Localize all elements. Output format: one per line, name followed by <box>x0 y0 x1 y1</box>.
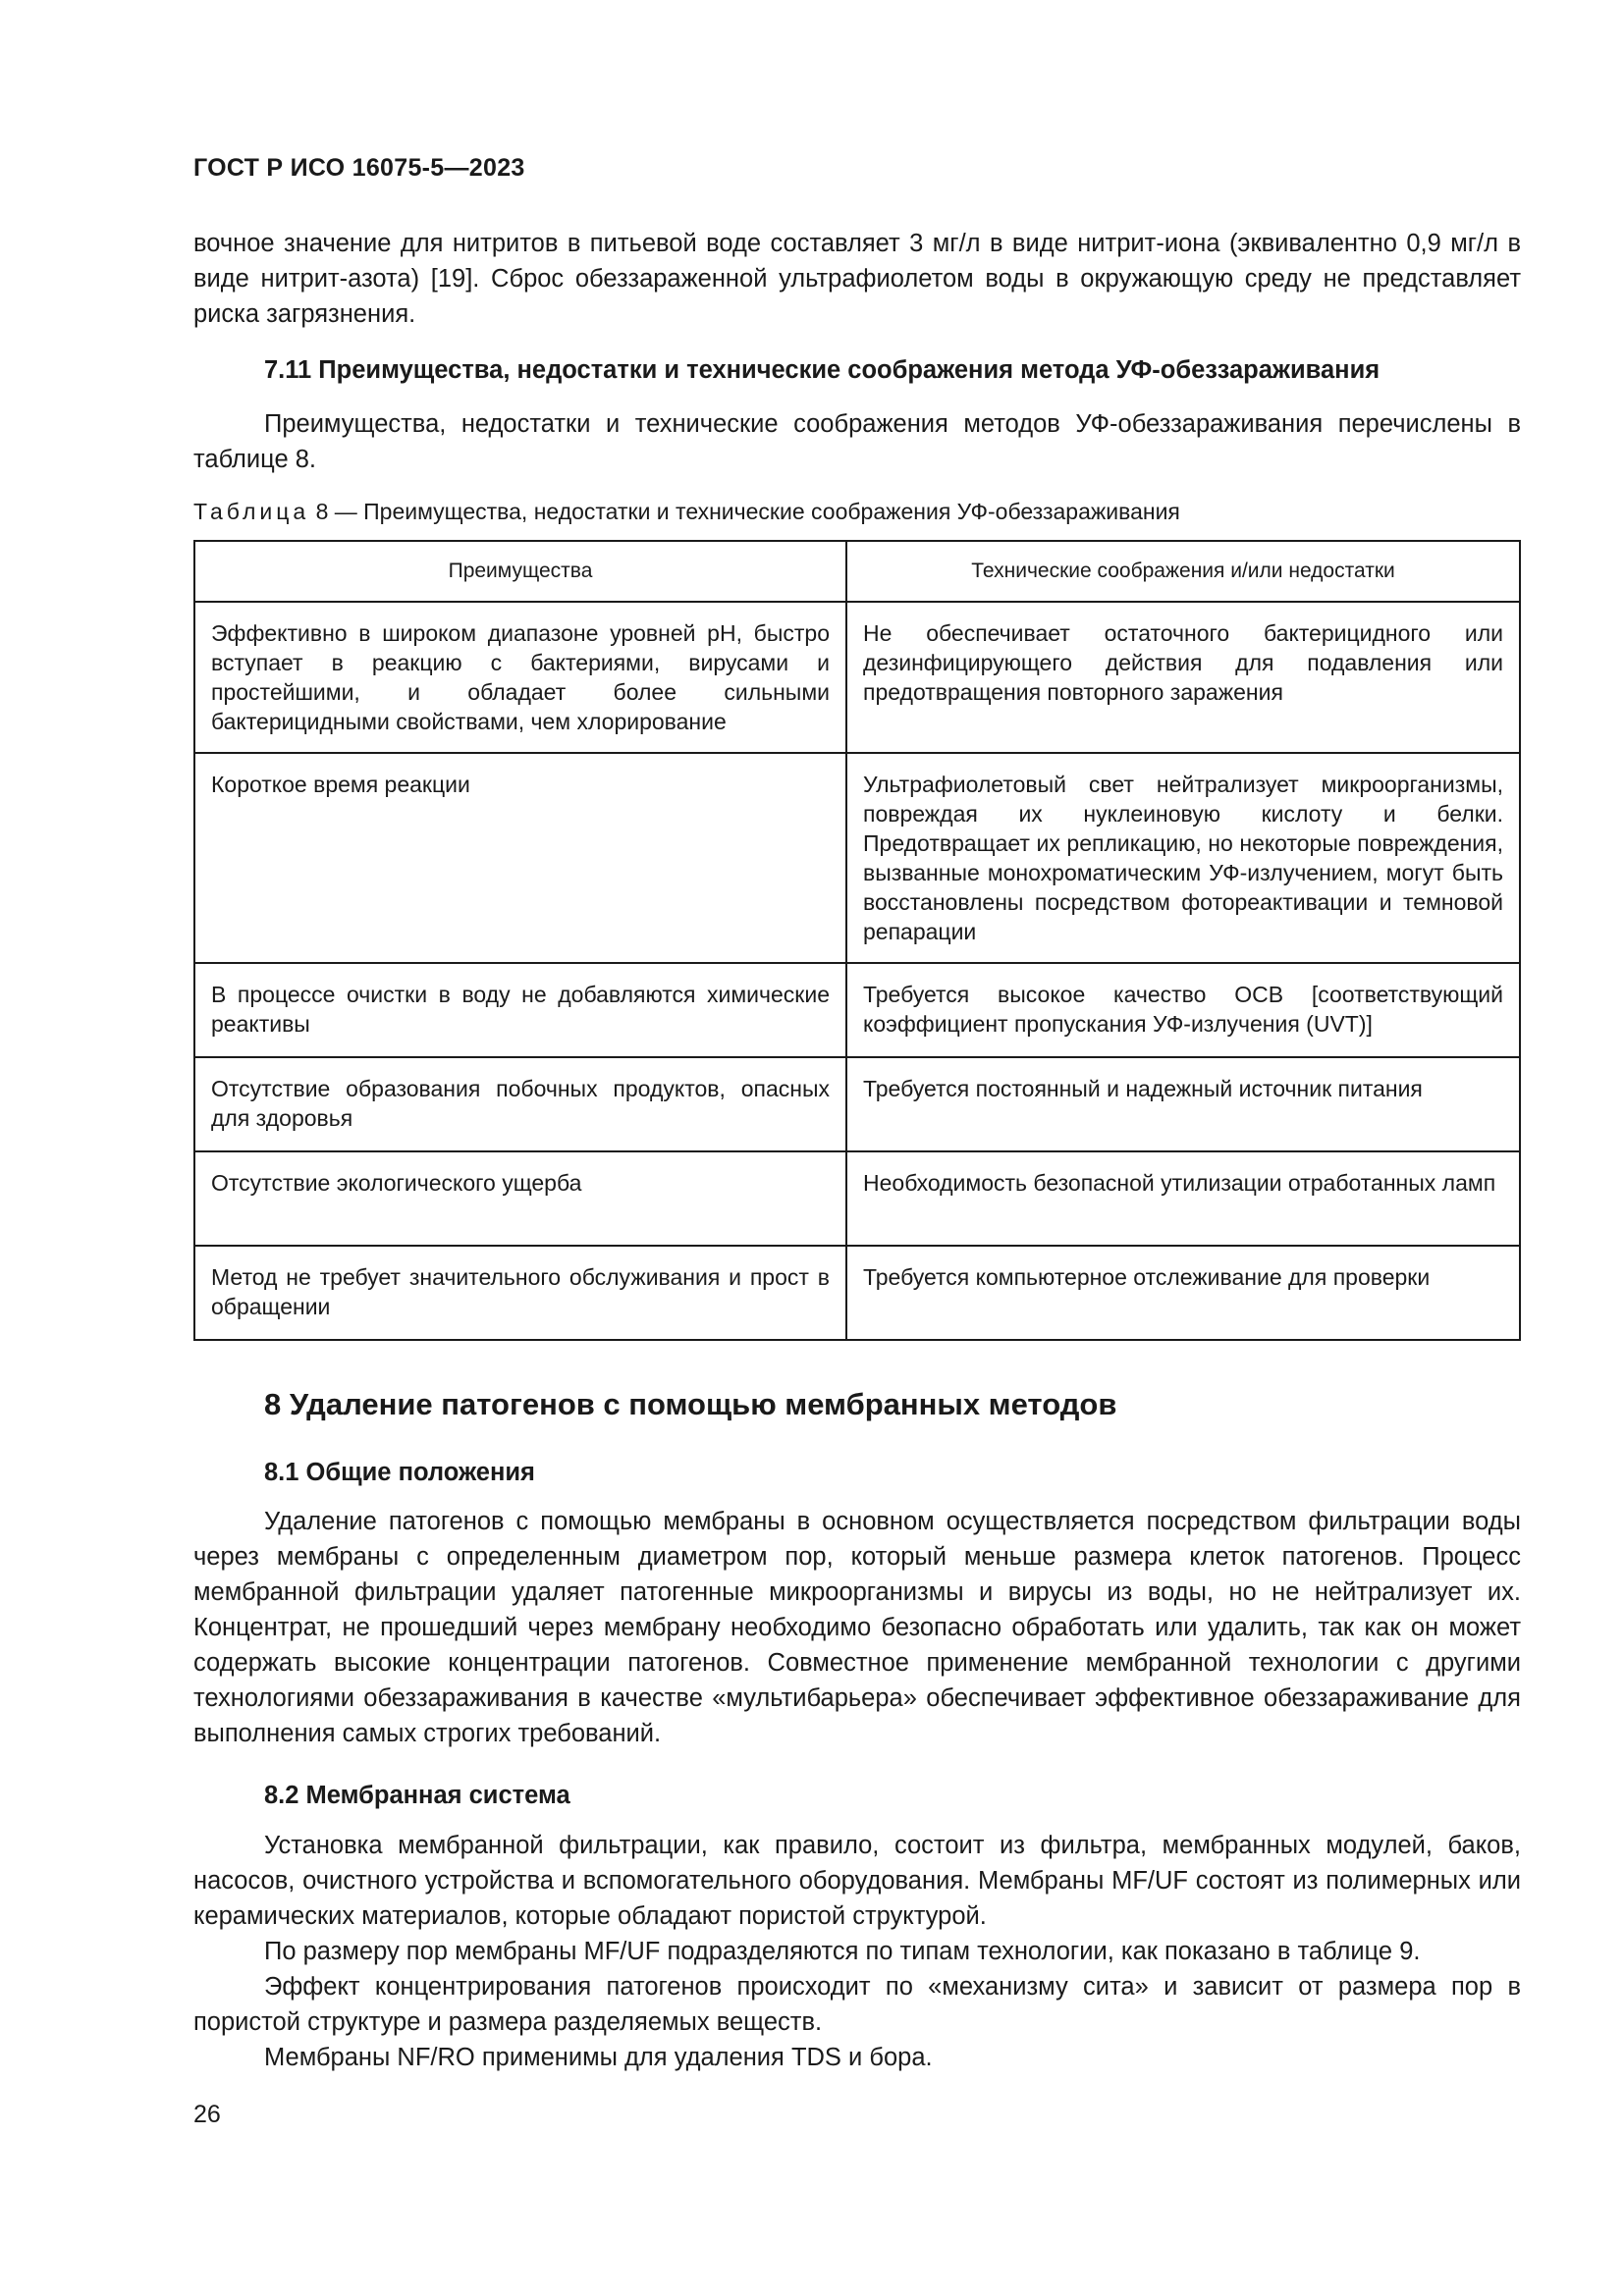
section-8-1-paragraph: Удаление патогенов с помощью мембраны в основном осуществляется посредством фильтрации воды через мембраны с определенным диаметром пор, который меньше размера клеток патогенов. Процесс мембранной фильтрации удаляет патогенные микроорганизмы и вирусы из воды, но не нейтрализует их. Концентрат, не прошедший через мембрану необходимо безопасно обработать или удалить, так как он может содержать высокие концентрации патогенов. Совместное применение мембранной технологии с другими технологиями обеззараживания в качестве «мультибарьера» обеспечивает эффективное обеззараживание для выполнения самых строгих требований. <box>193 1508 1521 1747</box>
section-8-2-body <box>193 1828 1521 2075</box>
table-cell: В процессе очистки в воду не добавляются химические реактивы <box>194 963 846 1057</box>
section-8-title: 8 Удаление патогенов с помощью мембранных методов <box>264 1387 1117 1421</box>
table-header-row <box>194 541 1520 602</box>
section-8-2-paragraph: Мембраны NF/RO применимы для удаления TDS и бора. <box>264 2044 933 2071</box>
table-row <box>194 963 1520 1057</box>
table-cell: Метод не требует значительного обслуживания и прост в обращении <box>194 1246 846 1340</box>
table-cell: Эффективно в широком диапазоне уровней pH, быстро вступает в реакцию с бактериями, вирусами и простейшими, и обладает более сильными бактерицидными свойствами, чем хлорирование <box>194 602 846 753</box>
table-cell: Не обеспечивает остаточного бактерицидного или дезинфицирующего действия для подавления или предотвращения повторного заражения <box>846 602 1520 753</box>
table-cell: Ультрафиолетовый свет нейтрализует микроорганизмы, повреждая их нуклеиновую кислоту и белки. Предотвращает их репликацию, но некоторые повреждения, вызванные монохроматическим УФ-излучением, могут быть восстановлены посредством фотореактивации и темновой репарации <box>846 753 1520 963</box>
table-row <box>194 753 1520 963</box>
section-8-2-title: 8.2 Мембранная система <box>264 1782 570 1809</box>
document-header: ГОСТ Р ИСО 16075-5—2023 <box>193 154 525 182</box>
table-caption-text: 8 — Преимущества, недостатки и технические соображения УФ-обеззараживания <box>315 499 1180 524</box>
table-cell: Требуется высокое качество ОСВ [соответствующий коэффициент пропускания УФ-излучения (UVT)] <box>846 963 1520 1057</box>
table-row <box>194 1151 1520 1246</box>
page-number: 26 <box>193 2101 221 2128</box>
section-7-11-title: 7.11 Преимущества, недостатки и технические соображения метода УФ-обеззараживания <box>264 356 1380 384</box>
table-caption-label: Таблица <box>193 499 310 524</box>
section-8-2-paragraph: Эффект концентрирования патогенов происходит по «механизму сита» и зависит от размера пор в пористой структуре и размера разделяемых веществ. <box>193 1973 1521 2036</box>
table-cell: Отсутствие образования побочных продуктов, опасных для здоровья <box>194 1057 846 1151</box>
section-8-2-paragraph: По размеру пор мембраны MF/UF подразделяются по типам технологии, как показано в таблице 9. <box>264 1938 1421 1965</box>
section-8-1-title: 8.1 Общие положения <box>264 1459 535 1486</box>
table-cell: Требуется компьютерное отслеживание для проверки <box>846 1246 1520 1340</box>
column-header-advantages: Преимущества <box>194 541 846 602</box>
table-row <box>194 1057 1520 1151</box>
section-7-11-paragraph: Преимущества, недостатки и технические соображения методов УФ-обеззараживания перечислены в таблице 8. <box>193 410 1521 473</box>
table-caption <box>193 496 1180 527</box>
section-8-2-paragraph: Установка мембранной фильтрации, как правило, состоит из фильтра, мембранных модулей, баков, насосов, очистного устройства и вспомогательного оборудования. Мембраны MF/UF состоят из полимерных или керамических материалов, которые обладают пористой структурой. <box>193 1832 1521 1930</box>
column-header-disadvantages: Технические соображения и/или недостатки <box>846 541 1520 602</box>
table-row <box>194 1246 1520 1340</box>
table-row <box>194 602 1520 753</box>
table-cell: Отсутствие экологического ущерба <box>194 1151 846 1246</box>
table-cell: Необходимость безопасной утилизации отработанных ламп <box>846 1151 1520 1246</box>
table-cell: Короткое время реакции <box>194 753 846 963</box>
table-8 <box>193 540 1521 1341</box>
intro-paragraph: вочное значение для нитритов в питьевой воде составляет 3 мг/л в виде нитрит-иона (эквивалентно 0,9 мг/л в виде нитрит-азота) [19]. Сброс обеззараженной ультрафиолетом воды в окружающую среду не представляет риска загрязнения. <box>193 230 1521 328</box>
table-cell: Требуется постоянный и надежный источник питания <box>846 1057 1520 1151</box>
